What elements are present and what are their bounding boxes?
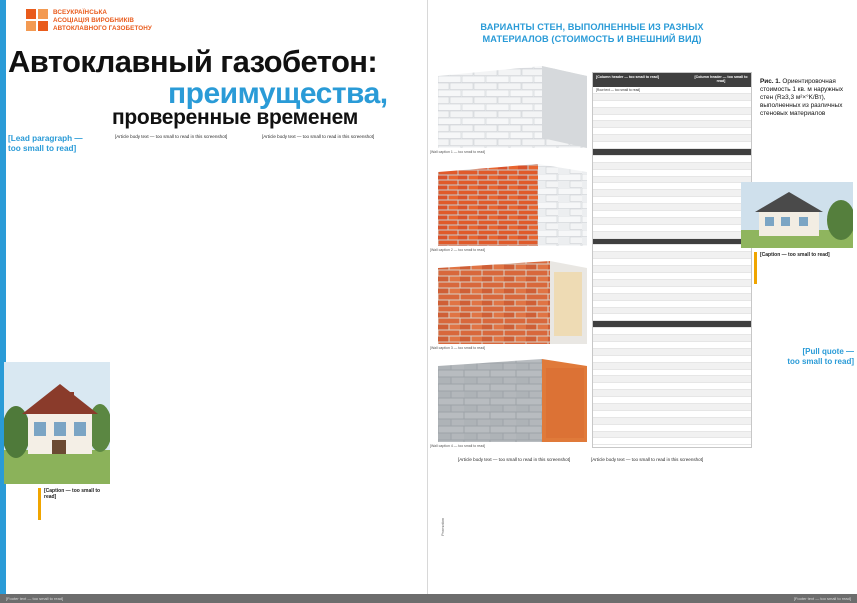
paragraph: [Article body text — too small to read in this screenshot] <box>262 134 375 139</box>
figure-caption <box>760 78 854 118</box>
brand-blocks-logo-icon <box>26 9 48 33</box>
promotion-label: Promotion <box>440 517 445 536</box>
table-row <box>593 135 751 142</box>
table-row <box>593 183 751 190</box>
lead-line: [Lead paragraph — <box>8 134 83 143</box>
wall-caption: [Wall caption 3 — too small to read] <box>430 346 486 350</box>
table-row <box>593 404 751 411</box>
caption-accent-bar <box>38 488 41 520</box>
table-row <box>593 301 751 308</box>
pull-quote-line: [Pull quote — <box>802 347 854 356</box>
table-row <box>593 239 751 246</box>
house-photo-left-icon <box>4 362 110 484</box>
table-row <box>593 287 751 294</box>
ceramic-block-wall-icon <box>438 258 587 344</box>
house-caption-left-title: [Caption — too small to read] <box>44 488 101 501</box>
table-row <box>593 273 751 280</box>
table-row <box>593 383 751 390</box>
paragraph: [Article body text — too small to read in this screenshot] <box>591 457 704 462</box>
headline-line-1: Автоклавный газобетон: <box>8 44 378 79</box>
table-row <box>593 294 751 301</box>
table-row <box>593 108 751 115</box>
right-page <box>428 0 857 594</box>
table-row <box>593 94 751 101</box>
table-header-cost: [Column header — too small to read] <box>694 75 748 84</box>
table-row <box>593 225 751 232</box>
table-row <box>593 418 751 425</box>
table-row <box>593 156 751 163</box>
table-row <box>593 170 751 177</box>
table-row <box>593 128 751 135</box>
house-caption-left <box>44 488 110 500</box>
pull-quote <box>728 347 854 367</box>
table-row <box>593 232 751 239</box>
lead-paragraph <box>8 134 104 356</box>
table-row <box>593 142 751 149</box>
page-accent-bar <box>0 0 6 594</box>
table-row <box>593 101 751 108</box>
house-caption-right-title: [Caption — too small to read] <box>760 252 830 258</box>
logo-line-3: АВТОКЛАВНОГО ГАЗОБЕТОНУ <box>53 25 152 32</box>
caption-accent-bar <box>754 252 757 284</box>
concrete-block-wall-icon <box>438 356 587 442</box>
table-row <box>593 211 751 218</box>
article-column-a <box>115 134 252 572</box>
wall-caption: [Wall caption 4 — too small to read] <box>430 444 486 448</box>
table-row <box>593 177 751 184</box>
association-logo <box>26 8 166 36</box>
house-caption-right <box>760 252 852 258</box>
table-row <box>593 321 751 328</box>
table-row <box>593 252 751 259</box>
table-row <box>593 121 751 128</box>
logo-text <box>53 9 165 33</box>
table-row <box>593 411 751 418</box>
table-row <box>593 370 751 377</box>
table-row <box>593 259 751 266</box>
left-page <box>0 0 428 594</box>
table-row <box>593 390 751 397</box>
table-row <box>593 87 751 94</box>
table-row <box>593 308 751 315</box>
table-row <box>593 314 751 321</box>
table-row <box>593 376 751 383</box>
wall-caption: [Wall caption 1 — too small to read] <box>430 150 486 154</box>
table-row <box>593 432 751 439</box>
logo-line-1: ВСЕУКРАЇНСЬКА <box>53 9 108 16</box>
footer-right: [Footer text — too small to read] <box>793 596 851 601</box>
table-cell-material: [Row text — too small to read] <box>596 88 641 92</box>
headline-line-3: проверенные временем <box>112 106 358 129</box>
figure-caption-text: Ориентировочная стоимость 1 кв. м наружных стен (R≥3,3 м²×°K/Вт), выполненных из различных стеновых материалов <box>760 78 844 117</box>
table-row <box>593 115 751 122</box>
article-column-r2 <box>591 457 721 583</box>
figure-caption-label: Рис. 1. <box>760 78 781 85</box>
paragraph: [Article body text — too small to read in this screenshot] <box>458 457 571 462</box>
headline-line-2: преимущества, <box>168 77 388 110</box>
table-header-material: [Column header — too small to read] <box>596 75 659 79</box>
house-photo-right-icon <box>741 182 853 248</box>
aerated-concrete-wall-icon <box>438 62 587 148</box>
article-column-b <box>262 134 402 572</box>
logo-line-2: АСОЦІАЦІЯ ВИРОБНИКІВ <box>53 17 135 24</box>
table-row <box>593 335 751 342</box>
table-row <box>593 425 751 432</box>
article-column-r1 <box>458 457 584 583</box>
table-row <box>593 190 751 197</box>
footer-left: [Footer text — too small to read] <box>6 596 64 601</box>
table-row <box>593 245 751 252</box>
table-header <box>593 73 751 87</box>
section-title: ВАРИАНТЫ СТЕН, ВЫПОЛНЕННЫЕ ИЗ РАЗНЫХ МАТЕРИАЛОВ (СТОИМОСТЬ И ВНЕШНИЙ ВИД) <box>480 22 704 44</box>
table-row <box>593 197 751 204</box>
brick-wall-icon <box>438 160 587 246</box>
paragraph: [Article body text — too small to read in this screenshot] <box>115 134 228 139</box>
pull-quote-line: too small to read] <box>787 357 854 366</box>
table-row <box>593 149 751 156</box>
wall-caption: [Wall caption 2 — too small to read] <box>430 248 486 252</box>
table-row <box>593 204 751 211</box>
table-body <box>593 87 751 445</box>
table-row <box>593 266 751 273</box>
table-row <box>593 280 751 287</box>
print-footer <box>0 594 857 603</box>
lead-line: too small to read] <box>8 144 77 154</box>
table-row <box>593 328 751 335</box>
table-row <box>593 163 751 170</box>
table-row <box>593 438 751 445</box>
table-row <box>593 218 751 225</box>
table-row <box>593 397 751 404</box>
wall-cost-table <box>592 72 752 448</box>
